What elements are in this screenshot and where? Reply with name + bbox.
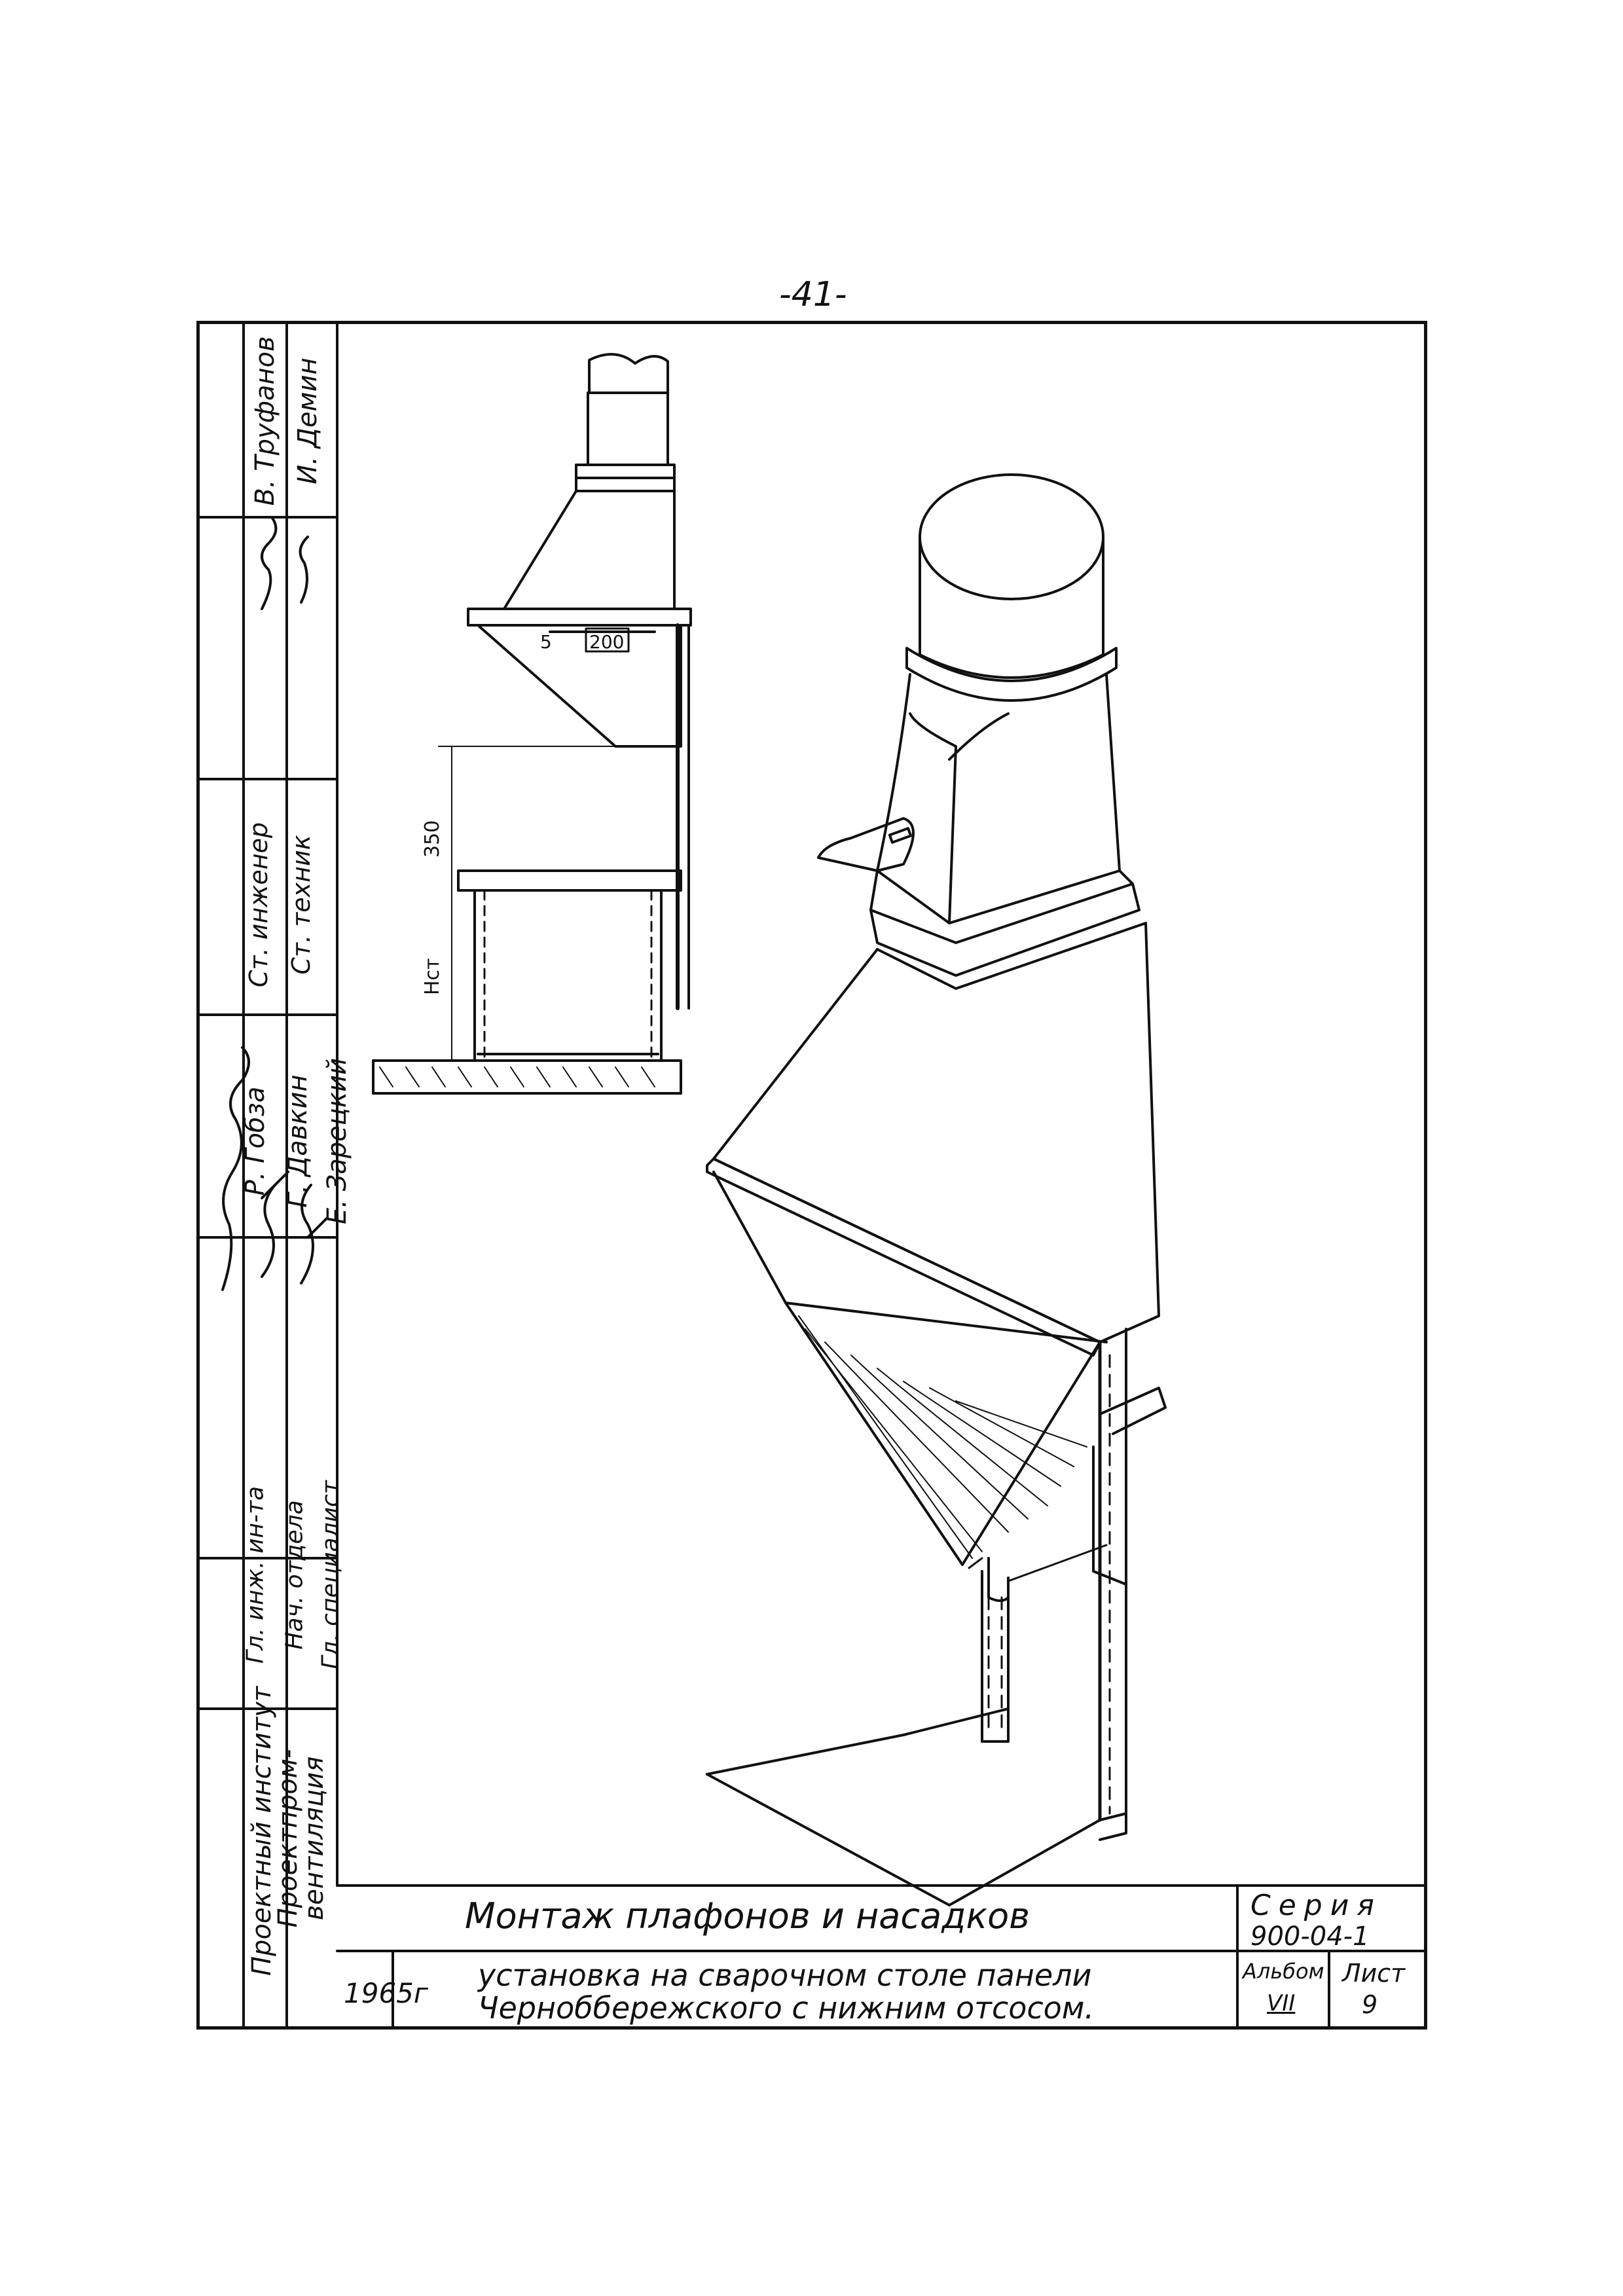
series-value: 900-04-1 — [1250, 1922, 1370, 1952]
sheet-value: 9 — [1362, 1990, 1378, 2019]
stamp-role-1: Гл. инж. ин-та — [242, 1485, 269, 1664]
stamp-name-2: Г. Давкин — [283, 1074, 313, 1208]
stamp-role2-1: Ст. инженер — [244, 822, 273, 988]
page-number: -41- — [779, 275, 847, 314]
stamp-name-3: Е. Зарецкий — [322, 1057, 352, 1225]
sheet-label: Лист — [1342, 1959, 1406, 1988]
stamp-name2-2: И. Демин — [293, 357, 323, 484]
institute-line2: Проектпром- — [273, 1749, 303, 1928]
dimension-200: 200 — [589, 631, 625, 653]
album-value: VII — [1267, 1990, 1296, 2016]
stamp-name-1: Р. Гобза — [240, 1086, 270, 1196]
institute-line3: вентиляция — [299, 1756, 329, 1921]
album-label: Альбом — [1243, 1959, 1324, 1984]
stamp-role-3: Гл. специалист — [317, 1480, 344, 1669]
subtitle-line2: Черноббережского с нижним отсосом. — [478, 1990, 1095, 2026]
institute-line1: Проектный институт — [247, 1686, 277, 1976]
subtitle-line1: установка на сварочном столе панели — [478, 1958, 1092, 1993]
dimension-hst: Нст — [421, 958, 444, 995]
drawing-frame — [196, 321, 1427, 2030]
year: 1965г — [344, 1977, 428, 2009]
dimension-5: 5 — [540, 631, 552, 653]
drawing-title: Монтаж плафонов и насадков — [465, 1895, 1030, 1937]
stamp-name2-1: В. Труфанов — [250, 336, 280, 506]
series-label: Серия — [1250, 1889, 1382, 1922]
dimension-350: 350 — [421, 820, 444, 858]
stamp-role2-2: Ст. техник — [287, 835, 316, 975]
stamp-role-2: Нач. отдела — [281, 1500, 308, 1650]
